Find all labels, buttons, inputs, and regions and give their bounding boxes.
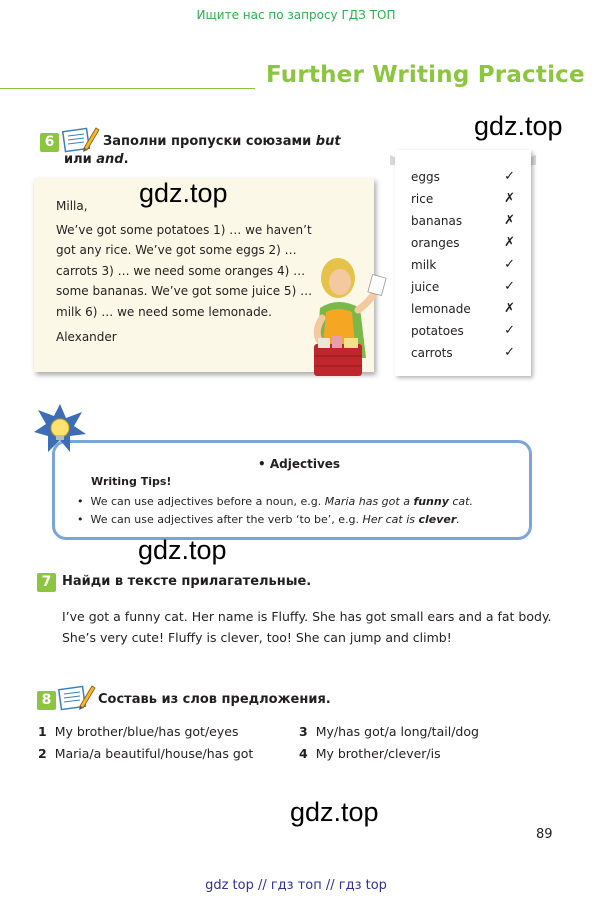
note-greeting: Milla, [56,199,88,213]
check-mark: ✓ [504,169,515,184]
cross-mark: ✗ [504,301,515,316]
list-item: potatoes ✓ [411,320,523,342]
task8-instruction: Составь из слов предложения. [98,692,331,707]
note-signature: Alexander [56,330,117,344]
check-mark: ✓ [504,257,515,272]
task8-item: 2 Maria/a beautiful/house/has got [38,746,254,761]
task-number-8: 8 [37,691,56,710]
section-title: Further Writing Practice [266,62,585,88]
task6-instruction-line2: или and. [64,152,129,167]
tips-item: • We can use adjectives after the verb ‘to be’, e.g. Her cat is clever. [77,513,460,526]
check-mark: ✓ [504,323,515,338]
list-item: carrots ✓ [411,342,523,364]
watermark: gdz.top [290,797,379,827]
task6-instruction-line1: Заполни пропуски союзами but [103,134,341,149]
list-item: rice ✗ [411,188,523,210]
list-item: eggs ✓ [411,166,523,188]
shopping-list [395,150,531,376]
cross-mark: ✗ [504,235,515,250]
writing-tips-box [52,440,532,540]
check-mark: ✓ [504,345,515,360]
list-item: lemonade ✗ [411,298,523,320]
task8-item: 1 My brother/blue/has got/eyes [38,724,239,739]
note-line: carrots 3) … we need some oranges 4) … [56,264,306,278]
task-number-6: 6 [40,133,59,152]
task8-item: 3 My/has got/a long/tail/dog [299,724,479,739]
task7-text-line: I’ve got a funny cat. Her name is Fluffy. She has got small ears and a fat body. [62,609,552,624]
task7-text-line: She’s very cute! Fluffy is clever, too! She can jump and climb! [62,630,452,645]
task7-instruction: Найди в тексте прилагательные. [62,574,312,589]
bottom-banner: gdz top // гдз топ // гдз top [205,878,387,893]
top-banner: Ищите нас по запросу ГДЗ ТОП [196,8,396,22]
note-line: milk 6) … we need some lemonade. [56,305,272,319]
list-item: oranges ✗ [411,232,523,254]
check-mark: ✓ [504,279,515,294]
lightbulb-star-icon [32,402,88,458]
tips-item: • We can use adjectives before a noun, e.g. Maria has got a funny cat. [77,495,473,508]
watermark: gdz.top [139,178,228,208]
watermark: gdz.top [474,111,563,141]
pencil-notebook-icon [58,682,96,716]
cross-mark: ✗ [504,213,515,228]
note-line: We’ve got some potatoes 1) … we haven’t [56,223,312,237]
task8-item: 4 My brother/clever/is [299,746,441,761]
note-line: got any rice. We’ve got some eggs 2) … [56,243,297,257]
page-number: 89 [536,827,553,842]
shopper-illustration [300,248,395,387]
tips-heading: Writing Tips! [91,475,172,488]
watermark: gdz.top [138,535,227,565]
list-item: bananas ✗ [411,210,523,232]
cross-mark: ✗ [504,191,515,206]
task-number-7: 7 [37,573,56,592]
list-item: milk ✓ [411,254,523,276]
note-line: some bananas. We’ve got some juice 5) … [56,284,313,298]
tips-topic: • Adjectives [258,457,341,471]
list-item: juice ✓ [411,276,523,298]
title-divider [0,88,255,89]
